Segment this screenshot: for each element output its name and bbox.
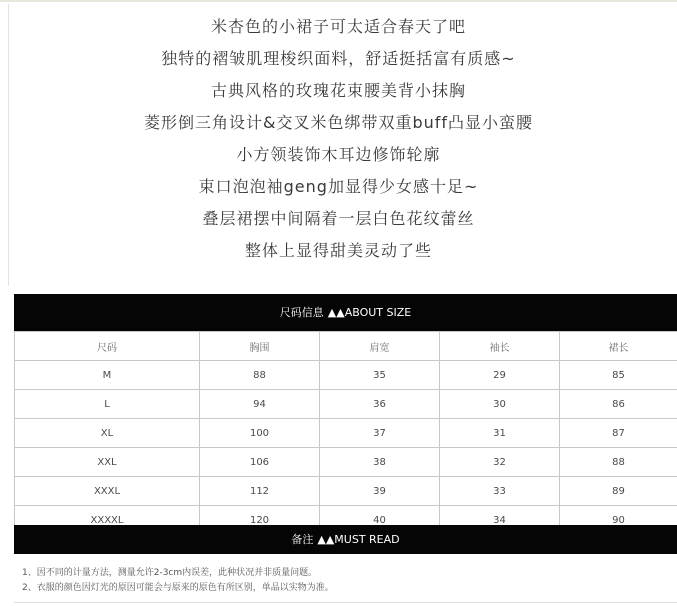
size-info-title: 尺码信息 (279, 306, 324, 319)
bust-cell: 112 (200, 477, 320, 506)
notes-header (14, 525, 677, 554)
notes-title: 备注 (291, 533, 314, 546)
product-description (0, 11, 677, 267)
shoulder-cell: 38 (320, 448, 440, 477)
shoulder-cell: 37 (320, 419, 440, 448)
column-header-size: 尺码 (15, 332, 200, 361)
bust-cell: 94 (200, 390, 320, 419)
sleeve-cell: 30 (440, 390, 560, 419)
description-line: 独特的褶皱肌理梭织面料，舒适挺括富有质感~ (161, 49, 516, 68)
skirt-length-cell: 89 (560, 477, 677, 506)
sleeve-cell: 31 (440, 419, 560, 448)
skirt-length-cell: 86 (560, 390, 677, 419)
description-line: 米杏色的小裙子可太适合春天了吧 (210, 17, 466, 36)
description-line: 小方领装饰木耳边修饰轮廓 (236, 145, 441, 164)
table-row (15, 419, 677, 448)
note-item: 1、因不同的计量方法，测量允许2-3cm内误差，此种状况并非质量问题。 (22, 568, 318, 578)
bust-cell: 88 (200, 361, 320, 390)
skirt-length-cell: 87 (560, 419, 677, 448)
size-info-subtitle: ▲▲ABOUT SIZE (327, 306, 412, 319)
description-line: 束口泡泡袖geng加显得少女感十足~ (198, 177, 479, 196)
shoulder-cell: 39 (320, 477, 440, 506)
skirt-length-cell: 90 (560, 506, 677, 535)
top-divider (0, 0, 677, 2)
column-header-sleeve: 袖长 (440, 332, 560, 361)
shoulder-cell: 35 (320, 361, 440, 390)
skirt-length-cell: 88 (560, 448, 677, 477)
table-row (15, 448, 677, 477)
column-header-bust: 胸围 (200, 332, 320, 361)
size-cell: M (15, 361, 200, 390)
size-info-header (14, 294, 677, 331)
column-header-shoulder: 肩宽 (320, 332, 440, 361)
size-cell: XXXL (15, 477, 200, 506)
description-line: 古典风格的玫瑰花束腰美背小抹胸 (210, 81, 466, 100)
size-cell: XXXXL (15, 506, 200, 535)
size-cell: XXL (15, 448, 200, 477)
table-row (15, 477, 677, 506)
shoulder-cell: 40 (320, 506, 440, 535)
description-line: 整体上显得甜美灵动了些 (244, 241, 432, 260)
notes-section (14, 525, 677, 554)
size-cell: L (15, 390, 200, 419)
size-table-header-row (15, 332, 677, 361)
table-row (15, 361, 677, 390)
bust-cell: 120 (200, 506, 320, 535)
bust-cell: 106 (200, 448, 320, 477)
description-line: 叠层裙摆中间隔着一层白色花纹蕾丝 (202, 209, 475, 228)
sleeve-cell: 34 (440, 506, 560, 535)
notes-list (22, 566, 334, 596)
sleeve-cell: 32 (440, 448, 560, 477)
shoulder-cell: 36 (320, 390, 440, 419)
sleeve-cell: 29 (440, 361, 560, 390)
column-header-skirt-length: 裙长 (560, 332, 677, 361)
table-row (15, 390, 677, 419)
size-cell: XL (15, 419, 200, 448)
skirt-length-cell: 85 (560, 361, 677, 390)
sleeve-cell: 33 (440, 477, 560, 506)
bust-cell: 100 (200, 419, 320, 448)
bottom-divider (14, 602, 677, 603)
size-table (14, 331, 677, 535)
description-line: 菱形倒三角设计&交叉米色绑带双重buff凸显小蛮腰 (143, 113, 534, 132)
note-item: 2、衣服的颜色因灯光的原因可能会与原来的原色有所区别，单品以实物为准。 (22, 583, 334, 593)
size-info-section (14, 294, 677, 535)
notes-subtitle: ▲▲MUST READ (317, 533, 400, 546)
